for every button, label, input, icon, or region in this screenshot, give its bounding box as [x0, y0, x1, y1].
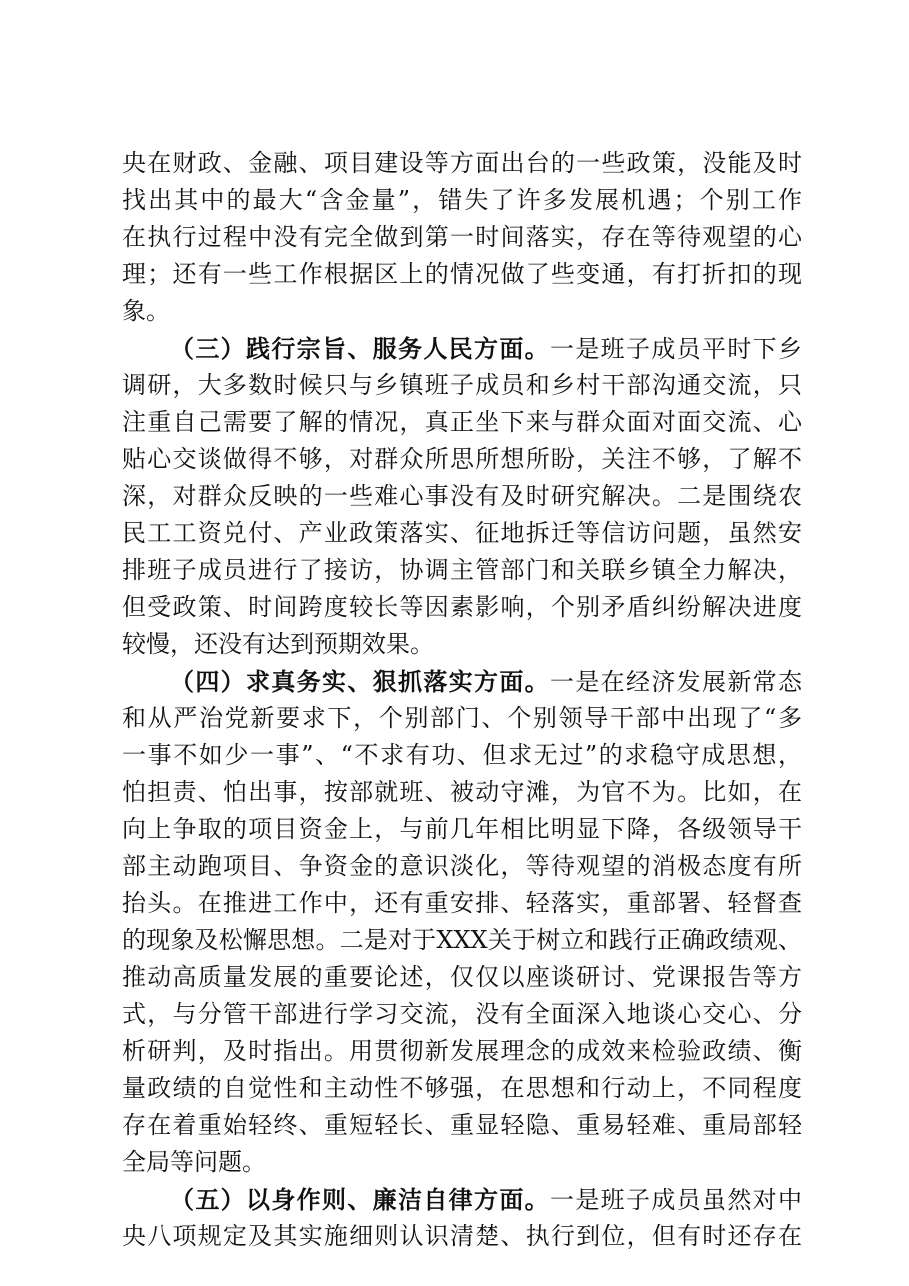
paragraph-line: 的现象及松懈思想。二是对于XXX关于树立和践行正确政绩观、 [122, 926, 802, 954]
paragraph-first-line [122, 1181, 802, 1218]
paragraph-line: 央在财政、金融、项目建设等方面出台的一些政策，没能及时 [122, 149, 802, 177]
paragraph-line: 在执行过程中没有完全做到第一时间落实，存在等待观望的心 [122, 223, 802, 251]
paragraph-line: 排班子成员进行了接访，协调主管部门和关联乡镇全力解决， [122, 556, 802, 584]
paragraph-line: 贴心交谈做得不够，对群众所思所想所盼，关注不够，了解不 [122, 445, 802, 473]
paragraph-line: 部主动跑项目、争资金的意识淡化，等待观望的消极态度有所 [122, 852, 802, 880]
paragraph-text: 一是班子成员虽然对中 [550, 1186, 802, 1214]
section-heading-5: （五）以身作则、廉洁自律方面。 [170, 1185, 550, 1214]
paragraph-line: 找出其中的最大“含金量”，错失了许多发展机遇；个别工作 [122, 186, 802, 214]
paragraph-line: 析研判，及时指出。用贯彻新发展理念的成效来检验政绩、衡 [122, 1037, 802, 1065]
paragraph-line: 式，与分管干部进行学习交流，没有全面深入地谈心交心、分 [122, 1000, 802, 1028]
paragraph-line: 理；还有一些工作根据区上的情况做了些变通，有打折扣的现 [122, 260, 802, 288]
paragraph-line: 全局等问题。 [122, 1148, 266, 1176]
paragraph-line: 但受政策、时间跨度较长等因素影响，个别矛盾纠纷解决进度 [122, 593, 802, 621]
paragraph-line: 注重自己需要了解的情况，真正坐下来与群众面对面交流、心 [122, 408, 802, 436]
paragraph-line: 一事不如少一事”、“不求有功、但求无过”的求稳守成思想， [122, 741, 802, 769]
paragraph-text: 一是在经济发展新常态 [550, 668, 802, 696]
paragraph-first-line [122, 663, 802, 700]
paragraph-first-line [122, 330, 802, 367]
paragraph-line: 象。 [122, 297, 170, 325]
paragraph-line: 央八项规定及其实施细则认识清楚、执行到位，但有时还存在 [122, 1222, 802, 1250]
paragraph-line: 深，对群众反映的一些难心事没有及时研究解决。二是围绕农 [122, 482, 802, 510]
section-heading-3: （三）践行宗旨、服务人民方面。 [170, 334, 550, 363]
document-body [122, 145, 802, 1255]
paragraph-line: 抬头。在推进工作中，还有重安排、轻落实，重部署、轻督查 [122, 889, 802, 917]
paragraph-line: 存在着重始轻终、重短轻长、重显轻隐、重易轻难、重局部轻 [122, 1111, 802, 1139]
paragraph-line: 量政绩的自觉性和主动性不够强，在思想和行动上，不同程度 [122, 1074, 802, 1102]
section-heading-4: （四）求真务实、狠抓落实方面。 [170, 667, 550, 696]
paragraph-line: 和从严治党新要求下，个别部门、个别领导干部中出现了“多 [122, 704, 802, 732]
paragraph-line: 向上争取的项目资金上，与前几年相比明显下降，各级领导干 [122, 815, 802, 843]
paragraph-line: 调研，大多数时候只与乡镇班子成员和乡村干部沟通交流，只 [122, 371, 802, 399]
paragraph-line: 推动高质量发展的重要论述，仅仅以座谈研讨、党课报告等方 [122, 963, 802, 991]
paragraph-line: 怕担责、怕出事，按部就班、被动守滩，为官不为。比如，在 [122, 778, 802, 806]
paragraph-line: 较慢，还没有达到预期效果。 [122, 630, 434, 658]
paragraph-text: 一是班子成员平时下乡 [550, 335, 802, 363]
paragraph-line: 民工工资兑付、产业政策落实、征地拆迁等信访问题，虽然安 [122, 519, 802, 547]
